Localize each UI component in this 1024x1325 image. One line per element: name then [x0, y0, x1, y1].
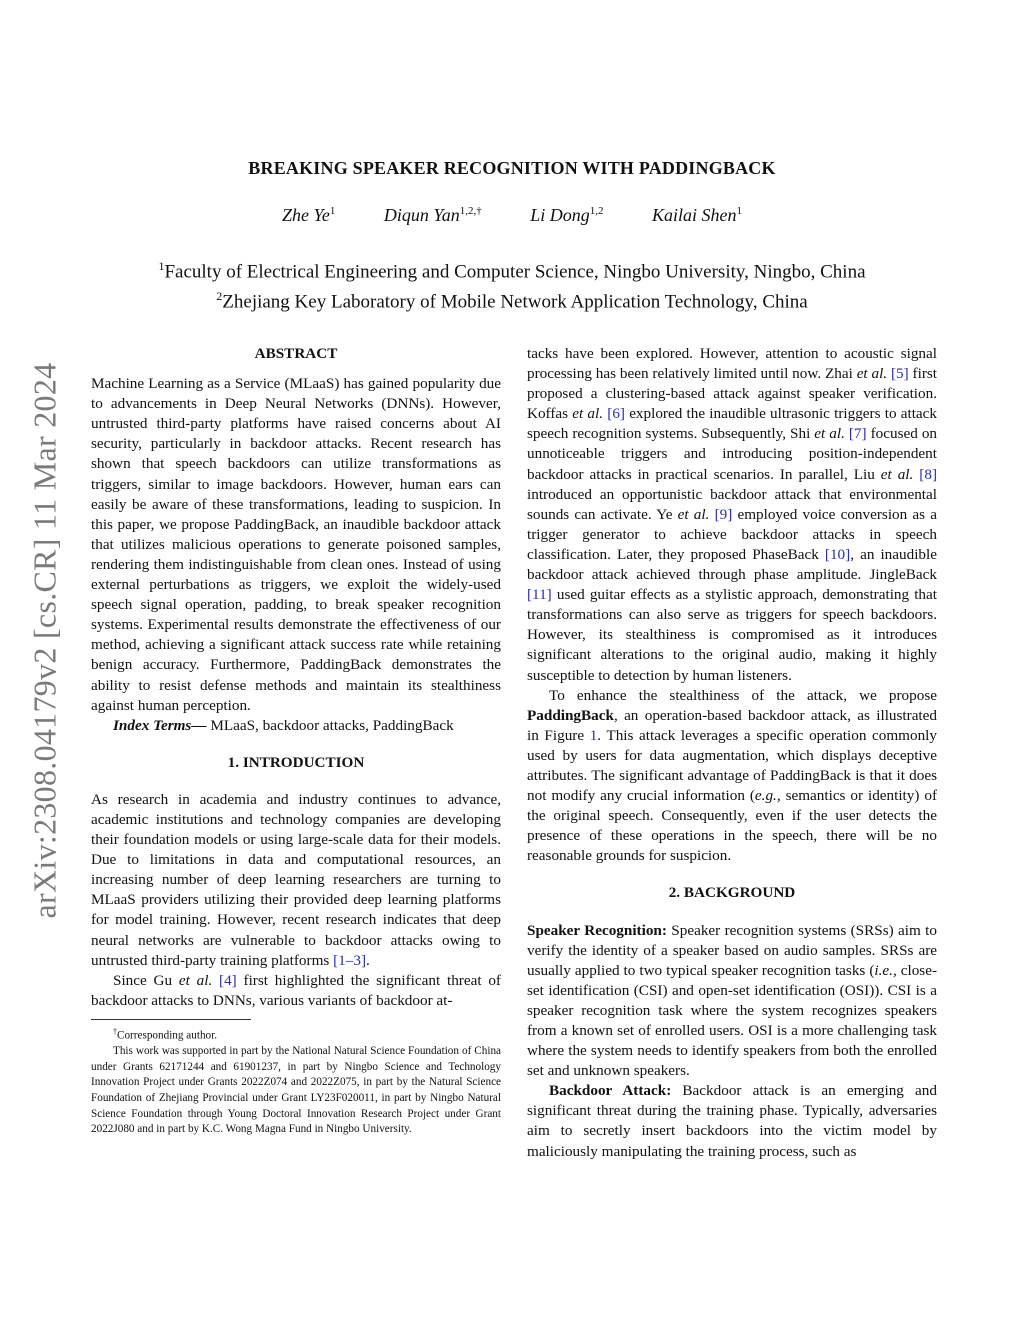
- footnote-rule: [91, 1019, 251, 1020]
- citation-link[interactable]: [5]: [890, 365, 909, 383]
- et-al: et al.: [178, 971, 213, 989]
- text-run: tacks have been explored. However, attention to acoustic signal processing has been relatively limited until now. Zhai: [527, 345, 937, 383]
- affiliation-sup: 2: [216, 289, 223, 304]
- footnote-corr-text: Corresponding author.: [117, 1029, 218, 1042]
- affiliation-sup: 1: [158, 259, 165, 273]
- text-run: As research in academia and industry continues to advance, academic institutions and technology companies are developing their foundation models or using large-scale data for their models. Due to limitations in data and computational resources, an increasing number of deep learning researchers are turning to MLaaS providers utilizing their provided deep learning platforms for model training. However, recent research indicates that deep neural networks are vulnerable to backdoor attacks owing to untrusted third-party training platforms: [91, 790, 501, 969]
- citation-link[interactable]: [7]: [848, 425, 867, 443]
- citation-link[interactable]: [6]: [607, 405, 625, 423]
- author-list: [0, 205, 1024, 226]
- citation-link[interactable]: [9]: [714, 505, 733, 523]
- eg-abbrev: e.g.,: [754, 787, 781, 805]
- speaker-recognition-paragraph: [527, 921, 937, 1082]
- index-terms-label: Index Terms—: [113, 716, 207, 734]
- citation-link[interactable]: [8]: [919, 465, 938, 483]
- footnote-sup: †: [113, 1026, 117, 1036]
- text-run: focused on unnoticeable triggers and introducing position-independent backdoor attacks in practical scenarios. In parallel, Liu: [527, 425, 938, 483]
- text-run: first proposed a clustering-based attack against speaker verification. Koffas: [527, 365, 938, 423]
- text-run: Since Gu: [113, 971, 179, 989]
- text-run: explored the inaudible ultrasonic triggers to attack speech recognition systems. Subsequently, Shi: [527, 405, 937, 443]
- paddingback-paragraph: [527, 686, 937, 867]
- text-run: Backdoor attack is an emerging and significant threat during the training phase. Typically, adversaries aim to secretly insert backdoors into the victim model by maliciously manipulating the training process, such as: [527, 1082, 937, 1160]
- related-work-paragraph: [527, 344, 937, 686]
- figure-link[interactable]: 1: [589, 726, 598, 744]
- intro-paragraph-1: [91, 790, 501, 971]
- footnote-corresponding: [91, 1024, 501, 1044]
- affiliation-line: [0, 254, 1024, 284]
- author-name: Zhe Ye: [282, 205, 330, 225]
- text-run: introduced an opportunistic backdoor attack that environmental sounds can activate. Ye: [527, 485, 937, 523]
- text-run: close-set identification (CSI) and open-set identification (OSI)). CSI is a speaker recognition task where the system recognizes speakers from a known set of enrolled users. OSI is a more challenging task where the system needs to identify speakers from both the enrolled set and unknown speakers.: [527, 961, 938, 1080]
- text-run: , an operation-based backdoor attack, as illustrated in Figure: [527, 706, 937, 744]
- affiliation-text: Faculty of Electrical Engineering and Computer Science, Ningbo University, Ningbo, China: [164, 261, 866, 283]
- affiliations: [0, 254, 1024, 315]
- background-heading: 2. BACKGROUND: [668, 884, 796, 902]
- text-run: first highlighted the significant threat of backdoor attacks to DNNs, various variants of backdoor at-: [91, 971, 501, 1009]
- et-al: et al.: [677, 505, 710, 523]
- abstract-text: Machine Learning as a Service (MLaaS) has gained popularity due to advancements in Deep Neural Networks (DNNs). However, untrusted third-party platforms have raised concerns about AI security, particularly in backdoor attacks. Recent research has shown that speech backdoors can utilize transformations as triggers, similar to image backdoors. However, human ears can easily be aware of these transformations, leading to suspicion. In this paper, we propose PaddingBack, an inaudible backdoor attack that utilizes malicious operations to generate poisoned samples, rendering them indistinguishable from clean ones. Instead of using external perturbations as triggers, we exploit the widely-used speech signal operation, padding, to break speaker recognition systems. Experimental results demonstrate the effectiveness of our method, achieving a significant attack success rate while retaining benign accuracy. Furthermore, PaddingBack demonstrates the ability to resist defense methods and maintain its stealthiness against human perception.: [91, 375, 501, 714]
- text-run: semantics or identity) of the original speech. Consequently, even if the user detects the presence of these operations in the speech, there will be no reasonable grounds for suspicion.: [527, 787, 938, 865]
- backdoor-attack-paragraph: [527, 1081, 937, 1161]
- text-run: .: [366, 951, 370, 969]
- index-terms: [91, 716, 501, 736]
- et-al: et al.: [880, 465, 914, 483]
- affiliation-line: [0, 284, 1024, 314]
- text-run: To enhance the stealthiness of the attack, we propose: [549, 686, 937, 704]
- citation-link[interactable]: [10]: [824, 545, 851, 563]
- affiliation-text: Zhejiang Key Laboratory of Mobile Network Application Technology, China: [222, 291, 808, 313]
- text-run: Speaker recognition systems (SRSs) aim to verify the identity of a speaker based on audio samples. SRSs are usually applied to two typical speaker recognition tasks (: [527, 921, 937, 979]
- arxiv-id: arXiv:2308.04179v2 [cs.CR] 11 Mar 2024: [26, 362, 63, 918]
- et-al: et al.: [572, 405, 604, 423]
- text-run: used guitar effects as a stylistic approach, demonstrating that transformations can also serve as triggers for speech backdoors. However, its stealthiness is compromised as it introduces significant alterations to the original audio, making it highly susceptible to detection by human listeners.: [527, 586, 937, 684]
- author-affil-sup: 1,2,†: [459, 205, 482, 217]
- author: [384, 205, 482, 225]
- author-affil-sup: 1: [736, 205, 742, 217]
- arxiv-sidebar: [22, 340, 68, 940]
- author-name: Diqun Yan: [383, 205, 460, 225]
- paragraph-label: Backdoor Attack:: [549, 1082, 672, 1100]
- footnote: [91, 1024, 501, 1138]
- author-name: Kailai Shen: [651, 205, 737, 225]
- citation-link[interactable]: [11]: [527, 586, 552, 604]
- footnote-funding: This work was supported in part by the National Natural Science Foundation of China under Grants 62171244 and 61901237, in part by Ningbo Science and Technology Innovation Project under Grants 2022Z074 and 2022Z075, in part by the Natural Science Foundation of Zhejiang Provincial under Grant LY23F020011, in part by Ningbo Natural Science Foundation through Young Doctoral Innovation Research Project under Grant 2022J080 and in part by K.C. Wong Magna Fund in Ningbo University.: [91, 1045, 501, 1136]
- et-al: et al.: [856, 365, 888, 383]
- citation-link[interactable]: [4]: [219, 971, 237, 989]
- left-column: [91, 344, 501, 1138]
- et-al: et al.: [814, 425, 845, 443]
- paragraph-label: Speaker Recognition:: [527, 921, 667, 939]
- text-run: , an inaudible backdoor attack achieved through phase amplitude. JingleBack: [527, 545, 937, 584]
- abstract-heading: ABSTRACT: [254, 345, 338, 362]
- author: [652, 205, 742, 225]
- method-name: PaddingBack: [527, 706, 614, 724]
- text-run: . This attack leverages a specific operation commonly used by users for data augmentation, which displays deceptive attributes. The significant advantage of PaddingBack is that it does not modify any crucial information (: [527, 726, 937, 805]
- author: [282, 205, 335, 225]
- citation-link[interactable]: [1–3]: [333, 951, 367, 969]
- ie-abbrev: i.e.,: [874, 961, 897, 979]
- intro-paragraph-2: [91, 971, 501, 1011]
- index-terms-values: MLaaS, backdoor attacks, PaddingBack: [206, 716, 454, 734]
- intro-heading: 1. INTRODUCTION: [227, 753, 365, 771]
- author-affil-sup: 1: [329, 205, 336, 217]
- author: [530, 205, 603, 225]
- right-column: [527, 344, 937, 1162]
- author-name: Li Dong: [530, 205, 590, 225]
- paper-title: BREAKING SPEAKER RECOGNITION WITH PADDINGBACK: [248, 158, 776, 178]
- author-affil-sup: 1,2: [589, 205, 604, 217]
- text-run: employed voice conversion as a trigger generator to achieve backdoor attacks in speech classification. Later, they proposed PhaseBack: [527, 505, 937, 563]
